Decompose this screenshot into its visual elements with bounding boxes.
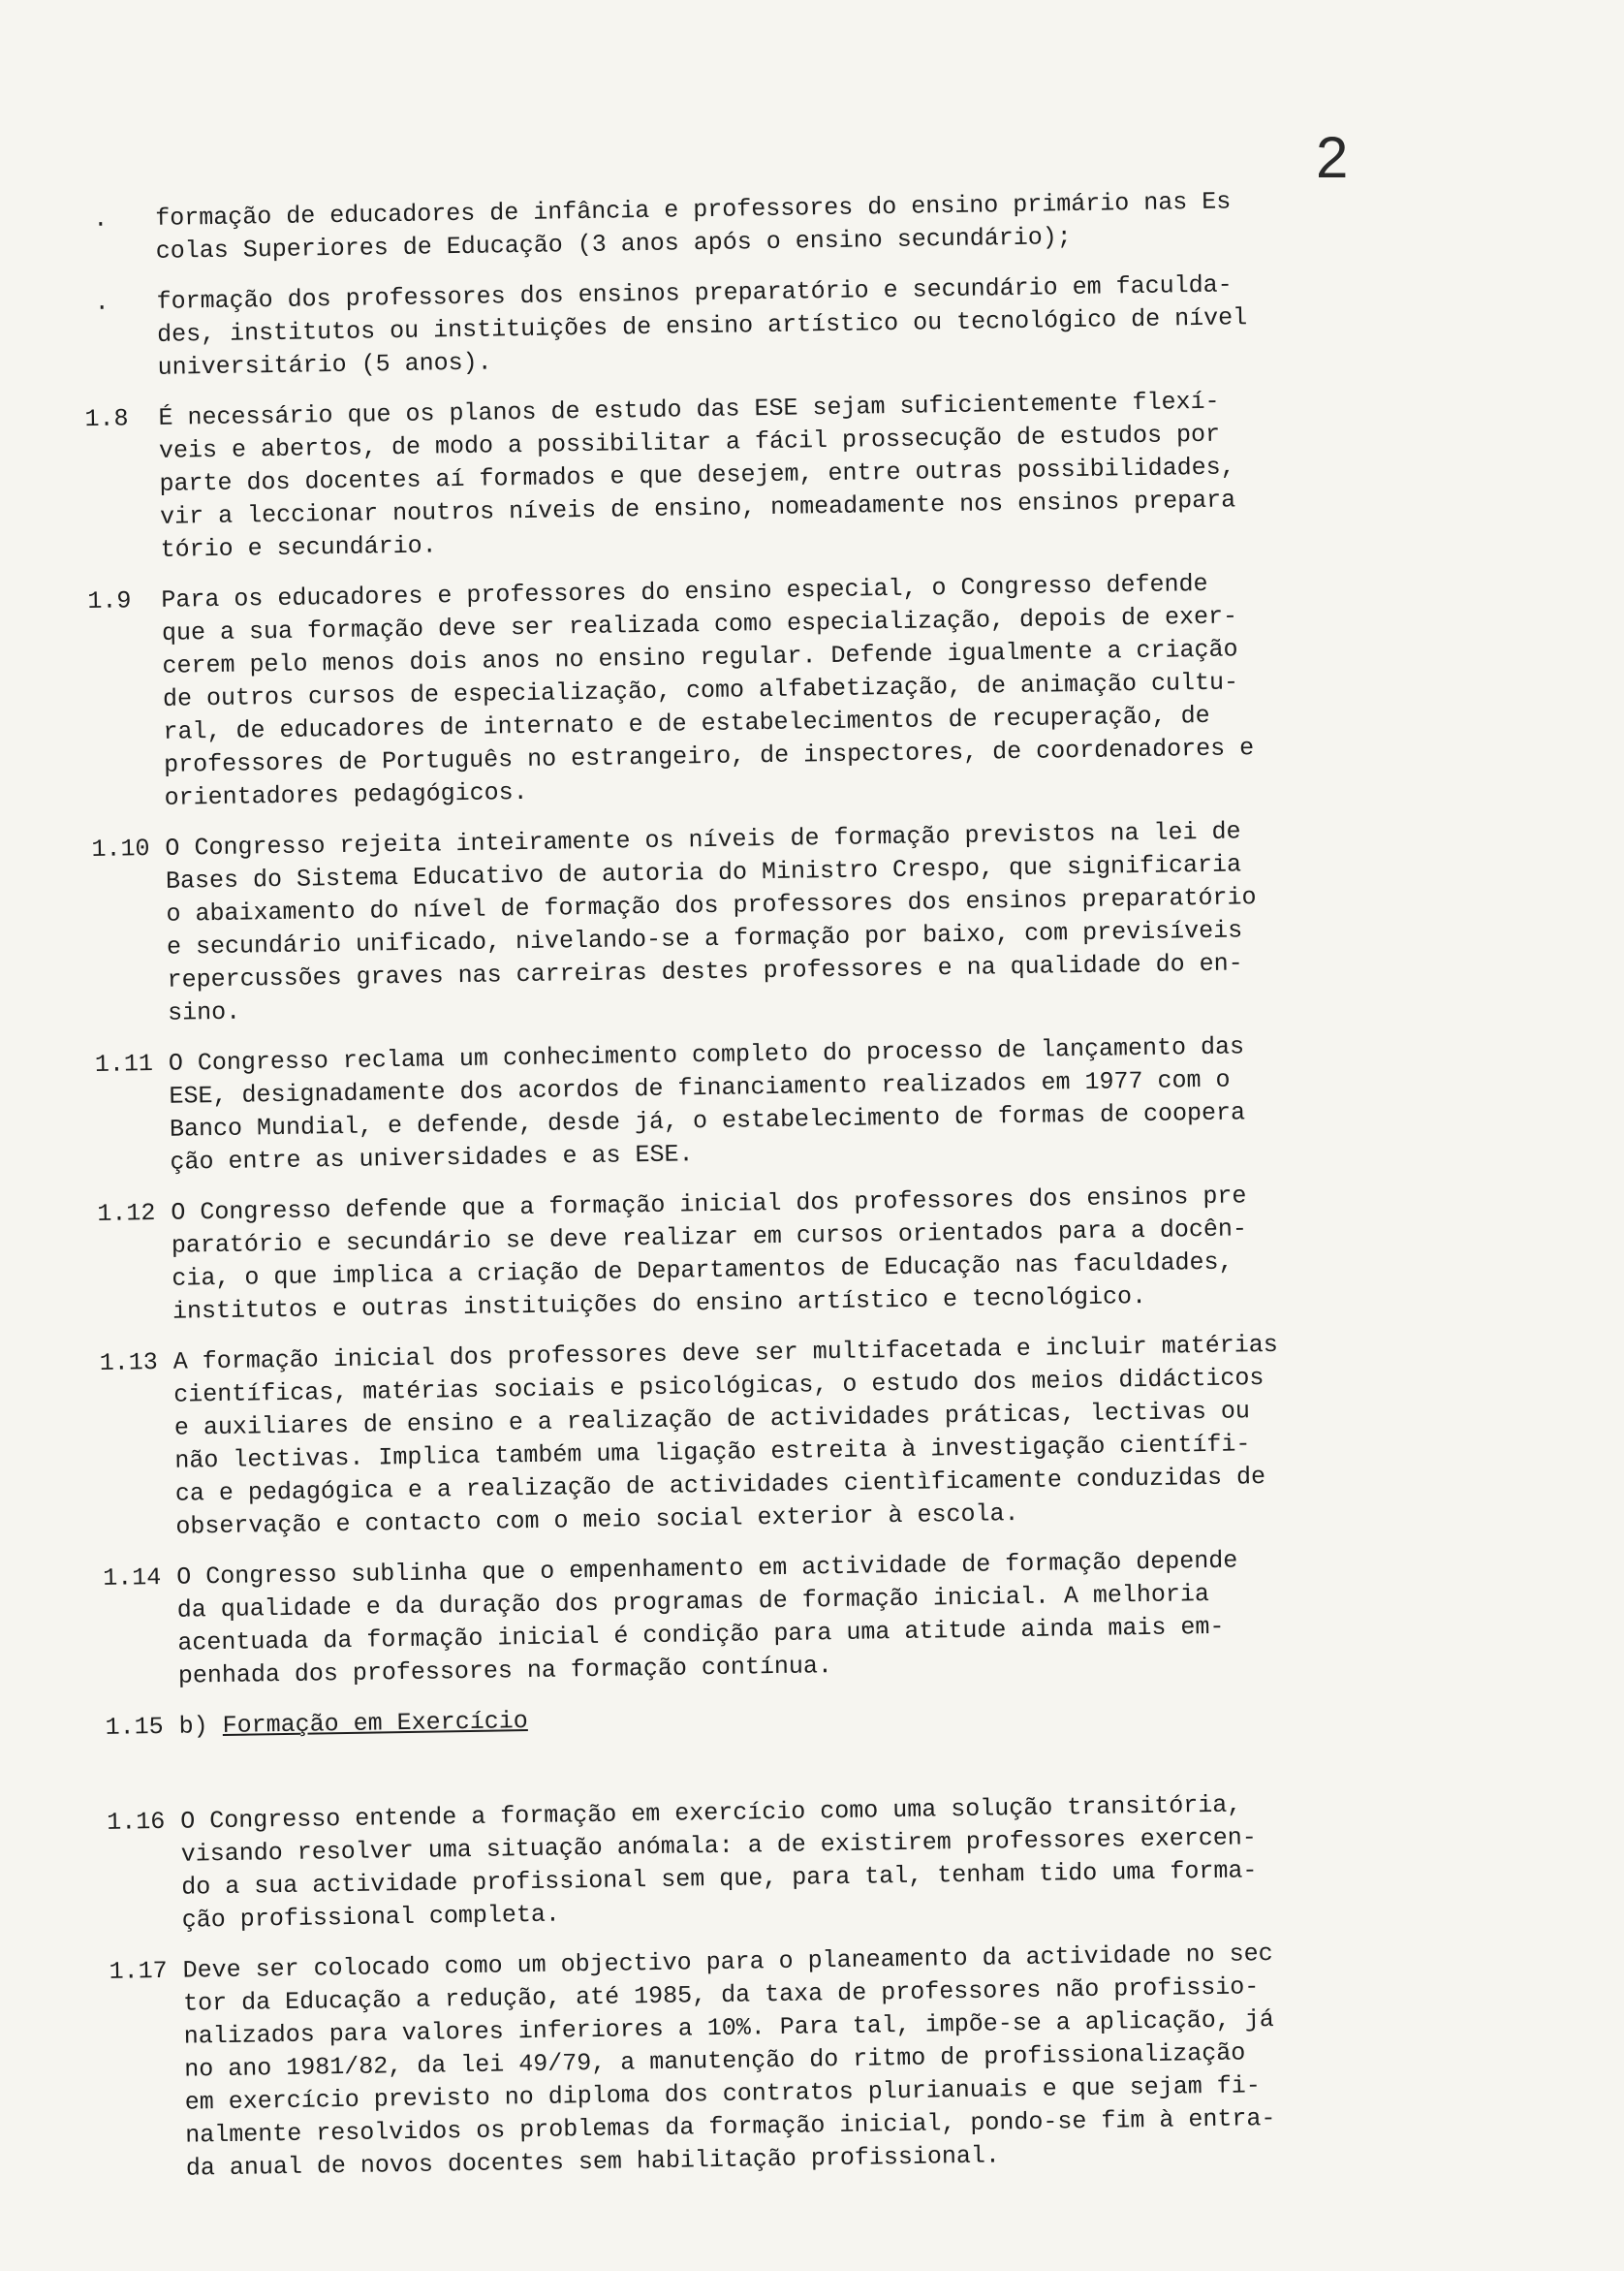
item-text: O Congresso entende a formação em exercício como uma solução transitória, visando resolver uma situação anómala: a de existirem professores exercen- do a sua actividade profissional sem que, para tal, tenham tido uma forma- ção profissional completa. xyxy=(180,1790,1258,1935)
item-marker: 1.9 xyxy=(87,586,132,616)
item-text: É necessário que os planos de estudo das ESE sejam suficientemente flexí- veis e abertos, de modo a possibilitar a fácil prossecução de estudos por parte dos docentes aí formados e que desejem, entre outras possibilidades, vir a leccionar noutros níveis de ensino, nomeadamente nos ensinos prepara tório e secundário. xyxy=(158,387,1236,564)
item-text: O Congresso rejeita inteiramente os níveis de formação previstos na lei de Bases do Sistema Educativo de autoria do Ministro Crespo, que significaria o abaixamento do nível de formação dos professores dos ensinos preparatório e secundário unificado, nivelando-se a formação por baixo, com previsíveis repercussões graves nas carreiras destes professores e na qualidade do en- sino. xyxy=(165,817,1257,1027)
item-marker: 1.14 xyxy=(103,1562,162,1593)
item-marker: 1.8 xyxy=(84,404,129,434)
item-marker: . xyxy=(94,288,109,317)
item-text: Para os educadores e professores do ensino especial, o Congresso defende que a sua formação deve ser realizada como especialização, depois de exer- cerem pelo menos dois anos no ensino regular. Defende igualmente a criação de outros cursos de especialização, como alfabetização, de animação cultu- ral, de educadores de internato e de estabelecimentos de recuperação, de professores de Português no estrangeiro, de inspectores, de coordenadores e orientadores pedagógicos. xyxy=(161,569,1255,812)
list-item xyxy=(87,183,1406,269)
item-marker: 1.15 xyxy=(105,1712,164,1742)
item-marker: 1.11 xyxy=(94,1050,154,1079)
list-item xyxy=(84,383,1411,568)
list-item xyxy=(109,1935,1436,2186)
item-marker: 1.17 xyxy=(109,1956,168,1986)
item-text: Deve ser colocado como um objectivo para o planeamento da actividade no sec tor da Educação a redução, até 1985, da taxa de professores não profissio- nalizados para valores inferiores a 10%. Para tal, impõe-se a aplicação, já no ano 1981/82, da lei 49/79, a manutenção do ritmo de profissionalização em exercício previsto no diploma dos contratos plurianuais e que sejam fi- nalmente resolvidos os problemas da formação inicial, pondo-se fim à entra- da anual de novos docentes sem habilitação profissional. xyxy=(182,1940,1276,2183)
section-heading xyxy=(105,1690,1428,1744)
page-number: 2 xyxy=(1316,125,1349,190)
list-item xyxy=(94,1028,1421,1181)
item-text: formação de educadores de infância e professores do ensino primário nas Es colas Superiores de Educação (3 anos após o ensino secundário); xyxy=(155,187,1232,266)
list-item xyxy=(97,1178,1422,1330)
item-marker: 1.12 xyxy=(97,1199,156,1228)
list-item xyxy=(88,267,1407,386)
item-text: formação dos professores dos ensinos preparatório e secundário em faculda- des, institutos ou instituições de ensino artístico ou tecnológico de nível universitário (5 anos). xyxy=(156,270,1248,382)
section-heading-text: Formação em Exercício xyxy=(222,1707,528,1740)
list-item xyxy=(91,813,1418,1031)
item-text: b) xyxy=(178,1712,223,1741)
list-item xyxy=(99,1326,1426,1544)
item-marker: 1.10 xyxy=(91,835,150,865)
item-marker: . xyxy=(93,205,109,234)
item-text: O Congresso defende que a formação inicial dos professores dos ensinos pre paratório e secundário se deve realizar em cursos orientados para a docên- cia, o que implica a criação de Departamentos de Educação nas faculdades, institutos e outras instituições do ensino artístico e tecnológico. xyxy=(171,1182,1248,1326)
list-item xyxy=(107,1785,1432,1938)
item-text: A formação inicial dos professores deve ser multifacetada e incluir matérias científicas, matérias sociais e psicológicas, o estudo dos meios didácticos e auxiliares de ensino e a realização de actividades práticas, lectivas ou não lectivas. Implica também uma ligação estreita à investigação científi- ca e pedagógica e a realização de actividades cientìficamente conduzidas de observação e contacto com o meio social exterior à escola. xyxy=(172,1330,1279,1541)
item-marker: 1.16 xyxy=(107,1807,166,1837)
list-item xyxy=(87,565,1415,816)
item-marker: 1.13 xyxy=(99,1348,159,1377)
item-text: O Congresso reclama um conhecimento completo do processo de lançamento das ESE, designadamente dos acordos de financiamento realizados em 1977 com o Banco Mundial, e defende, desde já, o estabelecimento de formas de coopera ção entre as universidades e as ESE. xyxy=(168,1032,1246,1177)
list-item xyxy=(103,1541,1428,1693)
document-body xyxy=(84,183,1436,2204)
item-text: O Congresso sublinha que o empenhamento em actividade de formação depende da qualidade e da duração dos programas de formação inicial. A melhoria acentuada da formação inicial é condição para uma atitude ainda mais em- penhada dos professores na formação contínua. xyxy=(176,1546,1238,1690)
